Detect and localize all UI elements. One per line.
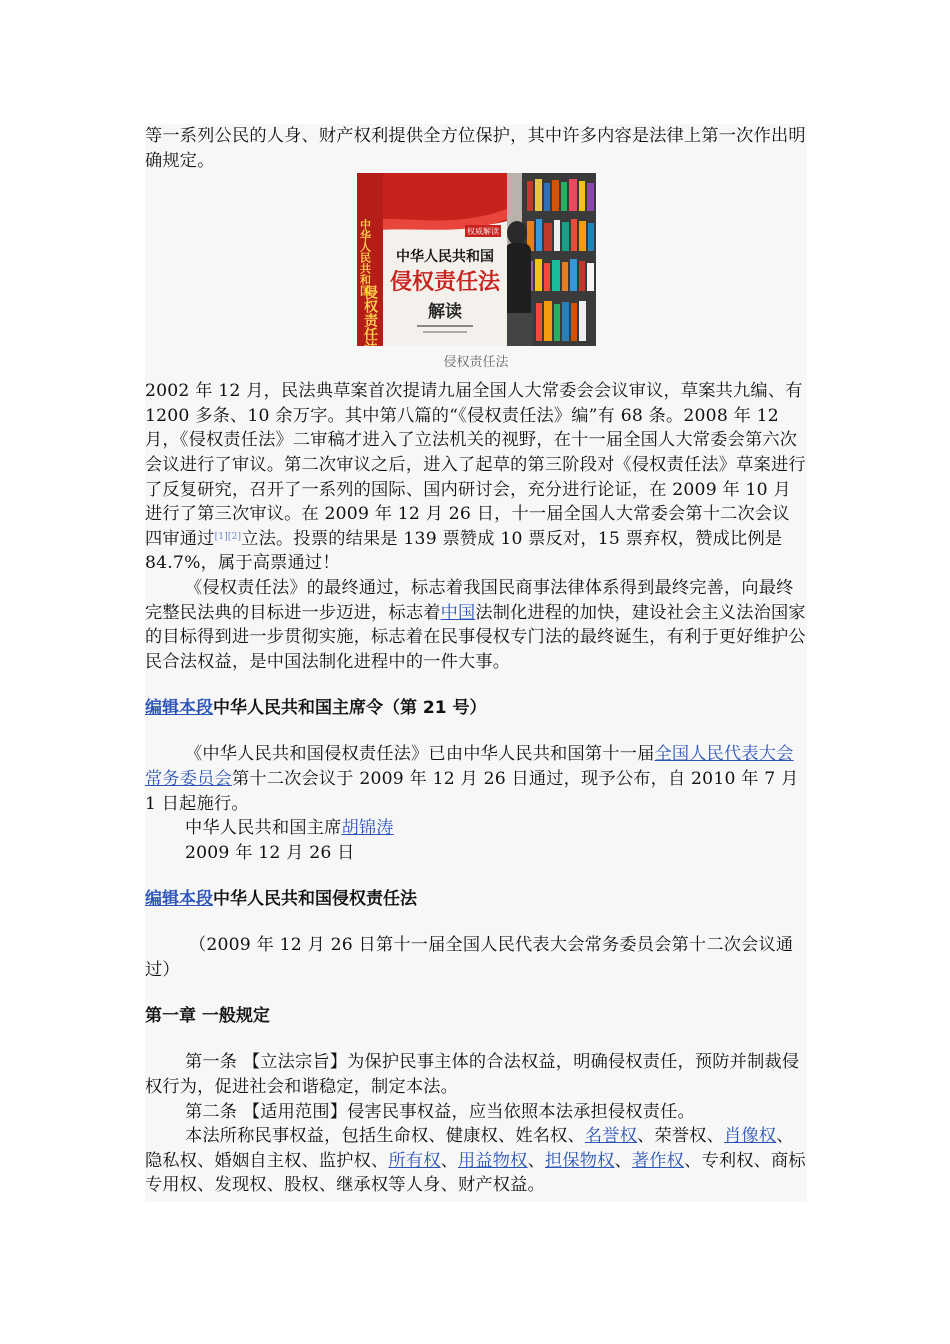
svg-text:中华人民共和国: 中华人民共和国 bbox=[358, 219, 372, 297]
article-2-scope bbox=[145, 1124, 807, 1198]
signature-text: 中华人民共和国主席 bbox=[185, 818, 342, 839]
scope-text: 、 bbox=[527, 1150, 545, 1171]
svg-text:侵权责任法: 侵权责任法 bbox=[389, 270, 501, 296]
book-photo-graphic bbox=[357, 173, 596, 346]
section-title: 中华人民共和国主席令（第 21 号） bbox=[213, 698, 487, 719]
section-title: 中华人民共和国侵权责任法 bbox=[213, 889, 417, 910]
article-2: 第二条 【适用范围】侵害民事权益，应当依照本法承担侵权责任。 bbox=[185, 1101, 695, 1122]
chapter-heading: 第一章 一般规定 bbox=[145, 1006, 270, 1027]
scope-text: 本法所称民事权益，包括生命权、健康权、姓名权、 bbox=[185, 1126, 585, 1147]
link-npc-standing-committee[interactable]: 全国人民代表大会常务委员会 bbox=[145, 744, 794, 789]
link-reputation-right[interactable]: 名誉权 bbox=[584, 1126, 638, 1147]
history-text: 2002 年 12 月，民法典草案首次提请九届全国人大常委会会议审议，草案共九编、有 1200 多条、10 余万字。其中第八篇的“《侵权责任法》编”有 68 条。2008 年 12 月，《侵权责任法》二审稿才进入了立法机关的视野，在十一届全国人大常委会第六次会议进行了审议。第二次审议之后，进入了起草的第三阶段对《侵权责任法》草案进行了反复研究，召开了一系列的国际、国内研讨会，充分进行论证，在 2009 年 10 月进行了第三次审议。在 2009 年 12 月 26 日，十一届全国人大常委会第十二次会议四审通过 bbox=[145, 381, 806, 549]
book-photo bbox=[357, 173, 596, 346]
section-heading-decree bbox=[145, 696, 807, 720]
edit-section-link[interactable]: 编辑本段 bbox=[145, 698, 213, 719]
svg-text:解读: 解读 bbox=[428, 302, 462, 323]
link-ownership[interactable]: 所有权 bbox=[388, 1150, 441, 1171]
svg-text:侵权责任法: 侵权责任法 bbox=[362, 285, 378, 347]
decree-date: 2009 年 12 月 26 日 bbox=[185, 842, 355, 863]
link-security-interest[interactable]: 担保物权 bbox=[544, 1150, 615, 1171]
decree-paragraph bbox=[145, 742, 807, 816]
history-paragraph bbox=[145, 379, 807, 576]
history-text-tail: 立法。投票的结果是 139 票赞成 10 票反对，15 票弃权，赞成比例是 84.7%，属于高票通过！ bbox=[145, 528, 783, 574]
figure-caption: 侵权责任法 bbox=[443, 355, 509, 371]
link-copyright[interactable]: 著作权 bbox=[631, 1150, 685, 1171]
decree-signature bbox=[145, 816, 807, 841]
scope-text: 、专利权、商标专用权、发现权、股权、继承权等人身、财产权益。 bbox=[145, 1150, 806, 1196]
book-figure bbox=[145, 173, 807, 379]
link-china[interactable]: 中国 bbox=[440, 602, 476, 623]
decree-text: 《中华人民共和国侵权责任法》已由中华人民共和国第十一届 bbox=[185, 744, 655, 765]
scope-text: 、荣誉权、 bbox=[637, 1126, 725, 1147]
significance-text-tail: 法制化进程的加快，建设社会主义法治国家的目标得到进一步贯彻实施，标志着在民事侵权专门法的最终诞生，有利于更好维护公民合法权益，是中国法制化进程中的一件大事。 bbox=[145, 602, 806, 672]
svg-text:中华人民共和国: 中华人民共和国 bbox=[396, 249, 494, 266]
reference-superscript[interactable]: [1][2] bbox=[214, 531, 242, 542]
edit-section-link[interactable]: 编辑本段 bbox=[145, 889, 213, 910]
significance-text: 《侵权责任法》的最终通过，标志着我国民商事法律体系得到最终完善，向最终完整民法典的目标进一步迈进，标志着 bbox=[145, 577, 794, 623]
decree-text-tail: 第十二次会议于 2009 年 12 月 26 日通过，现予公布，自 2010 年 7 月 1 日起施行。 bbox=[145, 768, 799, 814]
section-heading-law bbox=[145, 887, 807, 911]
link-usufruct[interactable]: 用益物权 bbox=[458, 1150, 528, 1171]
scope-text: 、隐私权、婚姻自主权、监护权、 bbox=[145, 1126, 794, 1171]
scope-text: 、 bbox=[614, 1150, 632, 1171]
adoption-note: （2009 年 12 月 26 日第十一届全国人民代表大会常务委员会第十二次会议通过） bbox=[145, 935, 794, 980]
svg-text:权威解读: 权威解读 bbox=[467, 227, 499, 237]
scope-text: 、 bbox=[440, 1150, 458, 1171]
significance-paragraph bbox=[145, 576, 807, 674]
link-hu-jintao[interactable]: 胡锦涛 bbox=[341, 818, 394, 839]
intro-paragraph: 等一系列公民的人身、财产权利提供全方位保护，其中许多内容是法律上第一次作出明确规定。 bbox=[145, 126, 806, 171]
article-1: 第一条 【立法宗旨】为保护民事主体的合法权益，明确侵权责任，预防并制裁侵权行为，促进社会和谐稳定，制定本法。 bbox=[145, 1052, 800, 1098]
link-portrait-right[interactable]: 肖像权 bbox=[724, 1126, 777, 1147]
document-page bbox=[145, 124, 807, 1202]
